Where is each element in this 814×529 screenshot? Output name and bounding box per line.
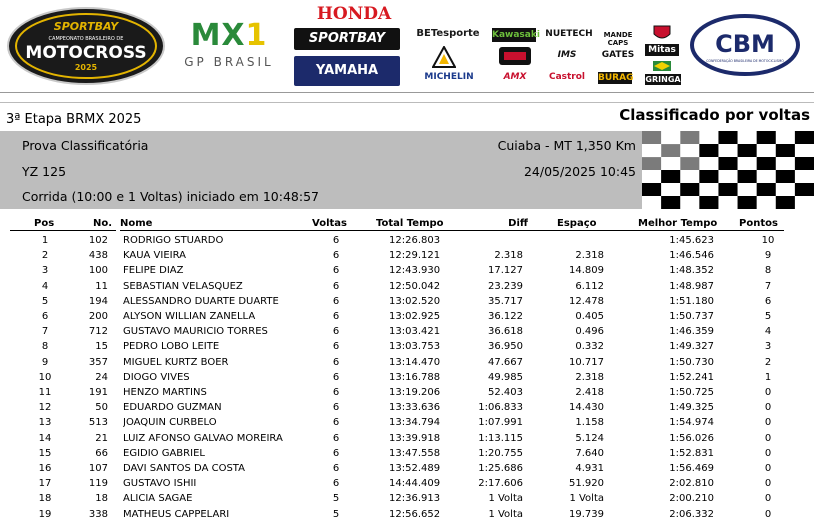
cell-pos: 7 [41,326,49,338]
cell-points: 0 [764,432,772,444]
cell-gap: 19.739 [569,508,604,520]
cell-number: 66 [95,447,108,459]
cell-best-lap: 1:50.730 [669,356,714,368]
kawasaki-logo: Kawasaki [492,30,540,40]
table-row [0,509,814,524]
cell-pos: 17 [38,478,52,490]
checker-square [795,170,814,183]
yamaha-logo: YAMAHA [294,56,400,86]
sponsor-banner [0,0,814,93]
cell-laps: 5 [332,493,340,505]
cell-diff: 36.122 [488,311,523,322]
amx-logo: AMX [503,72,527,82]
cell-name: MIGUEL KURTZ BOER [123,356,229,368]
checker-square [699,170,718,183]
table-row [0,387,814,402]
cell-total-time: 13:03.421 [389,326,441,338]
cell-name: HENZO MARTINS [123,387,207,398]
cell-name: ALESSANDRO DUARTE DUARTE [123,295,279,307]
cell-laps: 6 [332,326,340,338]
checker-square [757,196,776,209]
cell-laps: 6 [332,478,340,490]
cell-diff: 1:06.833 [478,402,523,414]
cell-points: 2 [764,356,772,368]
sportbay-motocross-logo [6,6,166,86]
cell-gap: 0.496 [575,326,604,338]
checker-square [757,170,776,183]
checker-square [680,183,699,196]
checker-square [661,144,680,157]
checker-square [738,170,757,183]
cell-best-lap: 2:06.332 [669,508,714,520]
cell-laps: 6 [332,447,340,459]
gringa-logo: GRINGA [645,75,681,84]
gates-logo: GATES [601,50,635,60]
cell-total-time: 13:02.520 [389,295,441,307]
cell-diff: 52.403 [488,387,523,398]
cell-pos: 12 [38,402,52,414]
castrol-logo: Castrol [548,72,586,82]
cell-total-time: 12:43.930 [389,265,441,277]
checker-square [680,157,699,170]
svg-text:2025: 2025 [74,63,98,72]
svg-text:CONFEDERAÇÃO BRASILEIRA DE MOT: CONFEDERAÇÃO BRASILEIRA DE MOTOCICLISMO [706,59,784,63]
cell-pos: 18 [38,493,52,505]
cell-total-time: 13:39.918 [389,432,441,444]
cell-diff: 23.239 [488,280,523,292]
cell-points: 9 [764,250,772,262]
checker-square [680,144,699,157]
cell-pos: 15 [38,447,52,459]
cell-name: EGIDIO GABRIEL [123,447,205,459]
cell-points: 1 [764,371,772,383]
cell-name: ALYSON WILLIAN ZANELLA [123,311,256,322]
flag-emblem-icon [652,60,672,72]
cell-best-lap: 1:52.831 [669,447,714,459]
cell-total-time: 13:14.470 [389,356,441,368]
cell-laps: 6 [332,371,340,383]
svg-text:CAMPEONATO BRASILEIRO DE: CAMPEONATO BRASILEIRO DE [48,36,124,42]
cell-pos: 10 [38,371,52,383]
cell-points: 7 [764,280,772,292]
cell-number: 438 [88,250,108,262]
cell-number: 194 [88,295,108,307]
mx1-gp-brasil-logo [174,18,284,74]
betesporte-logo: BETesporte [416,28,480,39]
cell-best-lap: 1:56.026 [669,432,714,444]
cell-laps: 6 [332,356,340,368]
shield-emblem-icon [652,24,672,42]
checker-square [680,196,699,209]
cell-name: JOAQUIN CURBELO [123,417,217,429]
cell-pos: 16 [38,463,52,474]
cell-name: GUSTAVO MAURICIO TORRES [123,326,268,338]
checker-square [776,157,795,170]
cell-laps: 6 [332,311,340,322]
checker-square [661,170,680,183]
cell-laps: 6 [332,265,340,277]
cell-name: EDUARDO GUZMAN [123,402,222,414]
classification-title: Classificado por voltas [619,106,810,124]
cell-gap: 7.640 [575,447,604,459]
checker-square [661,196,680,209]
checker-square [718,131,737,144]
table-row [0,357,814,372]
cell-diff: 17.127 [488,265,523,277]
checker-square [757,131,776,144]
header-underline [120,230,784,231]
cell-number: 107 [88,463,108,474]
cell-total-time: 13:34.794 [389,417,441,429]
checker-square [699,144,718,157]
cell-points: 6 [764,295,772,307]
cell-gap: 12.478 [569,295,604,307]
checker-square [738,157,757,170]
track-info: Cuiaba - MT 1,350 Km [497,138,636,153]
cell-total-time: 13:33.636 [389,402,441,414]
checker-square [776,131,795,144]
checker-square [738,196,757,209]
cell-diff: 1 Volta [488,508,523,520]
cell-points: 0 [764,447,772,459]
cell-number: 100 [88,265,108,277]
checker-square [699,157,718,170]
cell-laps: 6 [332,295,340,307]
cell-laps: 6 [332,417,340,429]
nuetech-logo: NUETECH [545,29,593,39]
checker-square [680,131,699,144]
session-name: Prova Classificatória [22,138,149,153]
cell-number: 191 [88,387,108,398]
col-pos-header: Pos [34,218,55,229]
table-row [0,341,814,356]
checker-square [642,170,661,183]
checker-square [776,183,795,196]
cell-pos: 4 [41,280,49,292]
cell-number: 513 [88,417,108,429]
table-row [0,265,814,280]
checker-square [738,144,757,157]
category-name: YZ 125 [22,164,67,179]
cell-total-time: 13:16.788 [389,371,441,383]
checker-square [718,196,737,209]
checker-square [661,157,680,170]
cell-points: 0 [764,417,772,429]
checkered-flag [642,131,814,209]
cell-name: ALICIA SAGAE [123,493,193,505]
cell-number: 119 [88,478,108,490]
cell-name: MATHEUS CAPPELARI [123,508,230,520]
table-row [0,235,814,250]
cell-name: FELIPE DIAZ [123,265,184,277]
table-row [0,281,814,296]
checker-square [699,131,718,144]
cell-number: 24 [95,371,108,383]
cell-diff: 2.318 [494,250,523,262]
cell-number: 21 [95,432,108,444]
cell-pos: 11 [38,387,52,398]
table-row [0,372,814,387]
cell-diff: 1:07.991 [478,417,523,429]
cell-pos: 9 [41,356,49,368]
cell-best-lap: 2:02.810 [669,478,714,490]
col-laps-header: Voltas [312,218,347,229]
cell-laps: 6 [332,250,340,262]
checker-square [718,170,737,183]
table-row [0,463,814,478]
cell-diff: 1:13.115 [478,432,523,444]
cell-points: 0 [764,402,772,414]
cell-best-lap: 1:50.725 [669,387,714,398]
sportbay-logo: SPORTBAY [294,28,400,50]
cell-diff: 49.985 [488,371,523,383]
checker-square [776,196,795,209]
checker-square [642,144,661,157]
table-row [0,402,814,417]
table-row [0,250,814,265]
checker-square [738,183,757,196]
cell-gap: 2.418 [575,387,604,398]
col-number-header: No. [93,218,113,229]
cell-gap: 14.809 [569,265,604,277]
col-diff-header: Diff [508,218,528,229]
checker-square [718,144,737,157]
cell-best-lap: 1:48.352 [669,265,714,277]
col-best-lap-header: Melhor Tempo [638,218,718,229]
checker-square [699,183,718,196]
cell-best-lap: 1:50.737 [669,311,714,322]
cell-gap: 14.430 [569,402,604,414]
checker-square [795,196,814,209]
cell-laps: 6 [332,235,340,246]
cell-total-time: 13:02.925 [389,311,441,322]
cell-best-lap: 1:49.327 [669,341,714,353]
cell-pos: 6 [41,311,49,322]
cell-points: 0 [764,493,772,505]
cell-total-time: 12:26.803 [389,235,441,246]
checker-square [795,144,814,157]
ims-logo: IMS [557,50,577,60]
cell-number: 357 [88,356,108,368]
cell-name: SEBASTIAN VELASQUEZ [123,280,243,292]
race-datetime: 24/05/2025 10:45 [523,164,636,179]
race-status: Corrida (10:00 e 1 Voltas) iniciado em 10:48:57 [22,189,319,204]
cell-pos: 13 [38,417,52,429]
cell-number: 11 [95,280,108,292]
cell-points: 8 [764,265,772,277]
mx1-mx: MX [190,18,246,53]
cell-pos: 1 [41,235,49,246]
cell-laps: 6 [332,280,340,292]
racing-badge-icon [498,46,532,66]
cell-laps: 5 [332,508,340,520]
checker-square [680,170,699,183]
cell-name: PEDRO LOBO LEITE [123,341,220,353]
cell-number: 18 [95,493,108,505]
burag-logo: BURAG [598,73,634,83]
cell-name: GUSTAVO ISHII [123,478,197,490]
cell-gap: 0.405 [575,311,604,322]
cell-number: 200 [88,311,108,322]
cell-gap: 0.332 [575,341,604,353]
cell-points: 0 [764,387,772,398]
checker-square [757,144,776,157]
table-row [0,296,814,311]
col-name-header: Nome [120,218,153,229]
cell-gap: 2.318 [575,250,604,262]
cell-best-lap: 1:46.359 [669,326,714,338]
cell-pos: 5 [41,295,49,307]
cell-diff: 1:20.755 [478,447,523,459]
cell-pos: 3 [41,265,49,277]
cell-points: 4 [764,326,772,338]
cell-gap: 6.112 [575,280,604,292]
checker-square [718,157,737,170]
mande-caps-logo: MANDE CAPS [603,31,633,47]
cell-gap: 1.158 [575,417,604,429]
checker-square [642,131,661,144]
checker-square [757,157,776,170]
cell-diff: 1 Volta [488,493,523,505]
checker-square [718,183,737,196]
cbm-logo [690,14,800,76]
mx1-one: 1 [245,18,268,53]
cell-diff: 2:17.606 [478,478,523,490]
cell-name: RODRIGO STUARDO [123,235,224,246]
cell-points: 0 [764,478,772,490]
checker-square [642,196,661,209]
header-underline [10,230,116,231]
cell-gap: 51.920 [569,478,604,490]
cell-points: 3 [764,341,772,353]
cell-best-lap: 1:45.623 [669,235,714,246]
cell-best-lap: 2:00.210 [669,493,714,505]
table-row [0,417,814,432]
cell-best-lap: 1:46.546 [669,250,714,262]
checker-square [776,170,795,183]
checker-square [795,131,814,144]
cell-best-lap: 1:52.241 [669,371,714,383]
col-gap-header: Espaço [557,218,597,229]
cell-gap: 5.124 [575,432,604,444]
cell-name: LUIZ AFONSO GALVAO MOREIRA [123,432,283,444]
cell-gap: 1 Volta [569,493,604,505]
cell-gap: 4.931 [575,463,604,474]
cell-points: 0 [764,508,772,520]
checker-square [642,183,661,196]
checker-square [642,157,661,170]
mitas-logo: Mitas [645,44,679,56]
cell-total-time: 13:19.206 [389,387,441,398]
cell-total-time: 12:36.913 [389,493,441,505]
cell-laps: 6 [332,402,340,414]
cell-pos: 19 [38,508,52,520]
cell-gap: 2.318 [575,371,604,383]
header-separator [0,102,814,103]
cell-number: 712 [88,326,108,338]
table-row [0,448,814,463]
table-row [0,326,814,341]
checker-square [738,131,757,144]
honda-logo: HONDA [316,4,392,24]
cell-best-lap: 1:49.325 [669,402,714,414]
col-points-header: Pontos [739,218,778,229]
cell-pos: 8 [41,341,49,353]
checker-square [795,183,814,196]
cell-laps: 6 [332,341,340,353]
cell-points: 0 [764,463,772,474]
table-row [0,478,814,493]
cell-diff: 47.667 [488,356,523,368]
cell-diff: 1:25.686 [478,463,523,474]
cell-laps: 6 [332,432,340,444]
checker-square [661,131,680,144]
cell-laps: 6 [332,463,340,474]
cell-points: 5 [764,311,772,322]
cell-diff: 36.950 [488,341,523,353]
cell-name: DAVI SANTOS DA COSTA [123,463,245,474]
table-row [0,493,814,508]
svg-text:SPORTBAY: SPORTBAY [53,20,119,33]
cell-laps: 6 [332,387,340,398]
cell-total-time: 13:52.489 [389,463,441,474]
cell-total-time: 13:03.753 [389,341,441,353]
cell-total-time: 12:29.121 [389,250,441,262]
cell-gap: 10.717 [569,356,604,368]
cell-total-time: 12:56.652 [389,508,441,520]
cell-number: 338 [88,508,108,520]
svg-text:MOTOCROSS: MOTOCROSS [25,43,147,63]
cell-best-lap: 1:48.987 [669,280,714,292]
mx1-subtitle: GP BRASIL [184,55,274,69]
michelin-logo: MICHELIN [424,72,474,82]
checker-square [795,157,814,170]
cell-name: KAUÃ VIEIRA [123,250,187,262]
cell-best-lap: 1:51.180 [669,295,714,307]
cell-total-time: 12:50.042 [389,280,441,292]
col-total-time-header: Total Tempo [376,218,444,229]
cell-number: 50 [95,402,108,414]
checker-square [757,183,776,196]
checker-square [661,183,680,196]
cell-total-time: 13:47.558 [389,447,441,459]
cell-pos: 14 [38,432,52,444]
cell-best-lap: 1:56.469 [669,463,714,474]
cell-name: DIOGO VIVES [123,371,190,383]
cell-total-time: 14:44.409 [389,478,441,490]
cell-points: 10 [761,235,775,246]
cell-number: 102 [88,235,108,246]
table-row [0,433,814,448]
triangle-emblem-icon [432,46,456,68]
checker-square [776,144,795,157]
event-title: 3ª Etapa BRMX 2025 [6,112,142,127]
svg-text:CBM: CBM [715,30,775,58]
cell-pos: 2 [41,250,49,262]
table-row [0,311,814,326]
checker-square [699,196,718,209]
cell-best-lap: 1:54.974 [669,417,714,429]
cell-number: 15 [95,341,108,353]
cell-diff: 36.618 [488,326,523,338]
cell-diff: 35.717 [488,295,523,307]
